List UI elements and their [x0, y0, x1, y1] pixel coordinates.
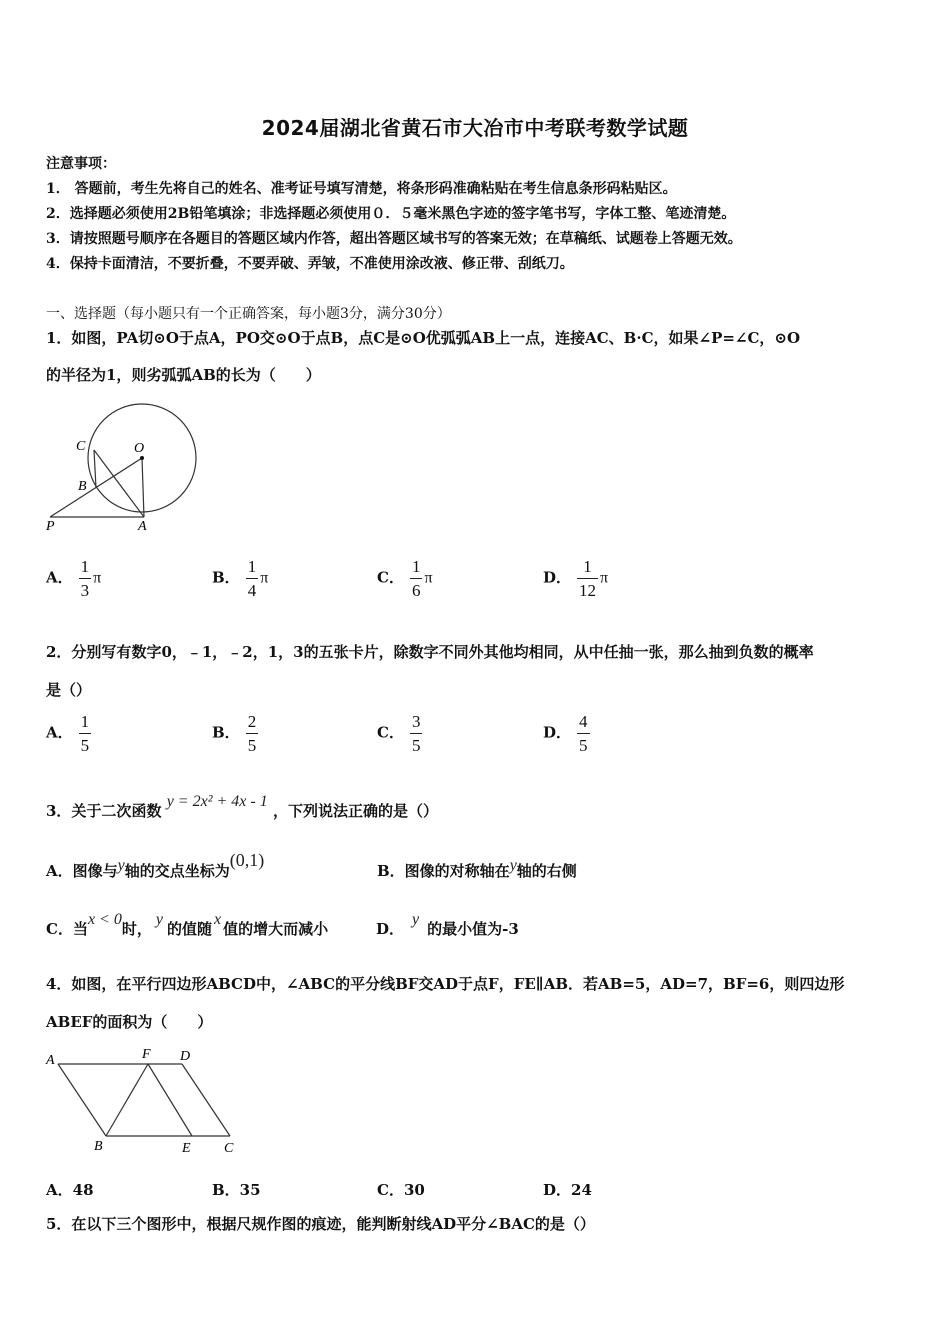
segment-oa — [142, 458, 144, 517]
fraction-denominator: 12 — [577, 578, 598, 599]
fraction-numerator: 3 — [411, 712, 421, 731]
question-3-text — [46, 793, 438, 821]
option-a[interactable]: A．48 — [46, 1181, 94, 1199]
question-2-text: 2．分别写有数字0，﹣1，﹣2，1，3的五张卡片，除数字不同外其他均相同，从中任抽一张，那么抽到负数的概率 — [46, 643, 814, 661]
label-f: F — [142, 1047, 151, 1062]
page-title: 2024届湖北省黄石市大冶市中考联考数学试题 — [261, 116, 689, 140]
fraction — [577, 558, 598, 599]
option-letter: A． — [46, 568, 73, 587]
segment-dc — [182, 1064, 230, 1136]
label-c: C — [76, 439, 86, 454]
pi-symbol: π — [93, 569, 102, 587]
fraction-numerator: 2 — [247, 712, 257, 731]
option-text: 轴的右侧 — [516, 862, 577, 880]
fraction — [79, 713, 92, 754]
option-a[interactable] — [46, 713, 93, 754]
question-3-suffix: ，下列说法正确的是（） — [272, 802, 438, 820]
math-var: y — [412, 911, 420, 928]
math-var: y — [509, 857, 517, 874]
fraction-denominator: 5 — [246, 733, 259, 754]
math-condition: x < 0 — [87, 911, 122, 928]
option-a[interactable] — [46, 850, 265, 881]
segment-bf — [106, 1064, 148, 1136]
label-p: P — [46, 519, 55, 534]
fraction — [577, 713, 590, 754]
option-letter: B． — [212, 568, 240, 587]
option-letter: D． — [543, 723, 572, 742]
option-text: 的值随 — [166, 920, 212, 938]
fraction — [246, 558, 259, 599]
option-text: 值的增大而减小 — [223, 920, 329, 938]
fraction-numerator: 1 — [80, 557, 90, 576]
fraction-denominator: 3 — [79, 578, 92, 599]
option-letter: A． — [46, 723, 73, 742]
pi-symbol: π — [600, 569, 609, 587]
label-e: E — [182, 1141, 191, 1156]
notice-item: 4．保持卡面清洁，不要折叠，不要弄破、弄皱，不准使用涂改液、修正带、刮纸刀。 — [46, 256, 574, 272]
point-o — [140, 456, 144, 460]
option-text: C．当 — [46, 920, 88, 938]
segment-ab — [58, 1064, 106, 1136]
math-var: x — [214, 911, 222, 928]
math-point: (0,1) — [229, 850, 265, 870]
option-a[interactable] — [46, 558, 101, 599]
option-b[interactable] — [212, 713, 260, 754]
notice-item: 2．选择题必须使用2B铅笔填涂；非选择题必须使用０．５毫米黑色字迹的签字笔书写，字体工整、笔迹清楚。 — [46, 206, 736, 222]
option-d[interactable] — [376, 911, 519, 939]
fraction — [410, 713, 423, 754]
question-1-text: 1．如图，PA切⊙O于点A，PO交⊙O于点B，点C是⊙O优弧弧AB上一点，连接AC、B·C，如果∠P=∠C，⊙O — [46, 329, 801, 347]
fraction-denominator: 5 — [410, 733, 423, 754]
option-letter: B． — [212, 723, 240, 742]
option-d[interactable] — [543, 558, 608, 599]
fraction-denominator: 4 — [246, 578, 259, 599]
fraction — [410, 558, 423, 599]
quadratic-formula: y = 2x² + 4x - 1 — [166, 793, 268, 810]
option-letter: C． — [377, 723, 404, 742]
label-c: C — [224, 1141, 234, 1156]
option-letter: D． — [543, 568, 572, 587]
notice-item: 3．请按照题号顺序在各题目的答题区域内作答，超出答题区域书写的答案无效；在草稿纸、试题卷上答题无效。 — [46, 231, 742, 247]
option-text: 轴的交点坐标为 — [124, 862, 230, 880]
option-text: A．图像与 — [46, 862, 118, 880]
question-2-text: 是（） — [46, 681, 92, 699]
question-4-figure — [44, 1046, 240, 1158]
label-b: B — [78, 479, 87, 494]
label-o: O — [134, 441, 145, 456]
math-var: y — [155, 911, 163, 928]
fraction-denominator: 5 — [577, 733, 590, 754]
option-b[interactable] — [212, 558, 268, 599]
option-letter: C． — [377, 568, 404, 587]
label-b: B — [94, 1139, 103, 1154]
question-1-figure — [44, 402, 204, 536]
fraction — [79, 558, 92, 599]
label-a: A — [46, 1053, 55, 1068]
question-3-prefix: 3．关于二次函数 — [46, 802, 162, 820]
question-5-text: 5．在以下三个图形中，根据尺规作图的痕迹，能判断射线AD平分∠BAC的是（） — [46, 1215, 595, 1233]
option-d[interactable] — [543, 713, 592, 754]
notice-item: 1． 答题前，考生先将自己的姓名、准考证号填写清楚，将条形码准确粘贴在考生信息条形码粘贴区。 — [46, 181, 677, 197]
section-heading: 一、选择题（每小题只有一个正确答案，每小题3分，满分30分） — [46, 306, 451, 322]
option-text: B．图像的对称轴在 — [377, 862, 510, 880]
option-text: 时， — [121, 920, 152, 938]
option-c[interactable] — [377, 713, 424, 754]
option-d[interactable]: D．24 — [543, 1181, 592, 1199]
fraction-numerator: 1 — [247, 557, 257, 576]
question-1-text: 的半径为1，则劣弧弧AB的长为（ ） — [46, 366, 321, 384]
option-b[interactable]: B．35 — [212, 1181, 261, 1199]
option-b[interactable] — [377, 857, 577, 881]
label-d: D — [180, 1049, 191, 1064]
option-c[interactable] — [46, 911, 329, 939]
option-c[interactable]: C．30 — [377, 1181, 425, 1199]
fraction-denominator: 6 — [410, 578, 423, 599]
notice-heading: 注意事项： — [46, 156, 116, 172]
fraction-numerator: 1 — [80, 712, 90, 731]
option-c[interactable] — [377, 558, 433, 599]
fraction — [246, 713, 259, 754]
math-var: y — [117, 857, 125, 874]
pi-symbol: π — [424, 569, 433, 587]
segment-fe — [148, 1064, 192, 1136]
fraction-numerator: 4 — [579, 712, 588, 731]
pi-symbol: π — [260, 569, 269, 587]
fraction-denominator: 5 — [79, 733, 92, 754]
question-4-text: ABEF的面积为（ ） — [46, 1013, 213, 1031]
option-text: 的最小值为-3 — [427, 920, 519, 938]
option-text: D． — [376, 920, 405, 938]
fraction-numerator: 1 — [583, 557, 592, 576]
question-4-text: 4．如图，在平行四边形ABCD中，∠ABC的平分线BF交AD于点F，FE∥AB．若AB=5，AD=7，BF=6，则四边形 — [46, 975, 845, 993]
fraction-numerator: 1 — [411, 557, 421, 576]
label-a: A — [138, 519, 147, 534]
